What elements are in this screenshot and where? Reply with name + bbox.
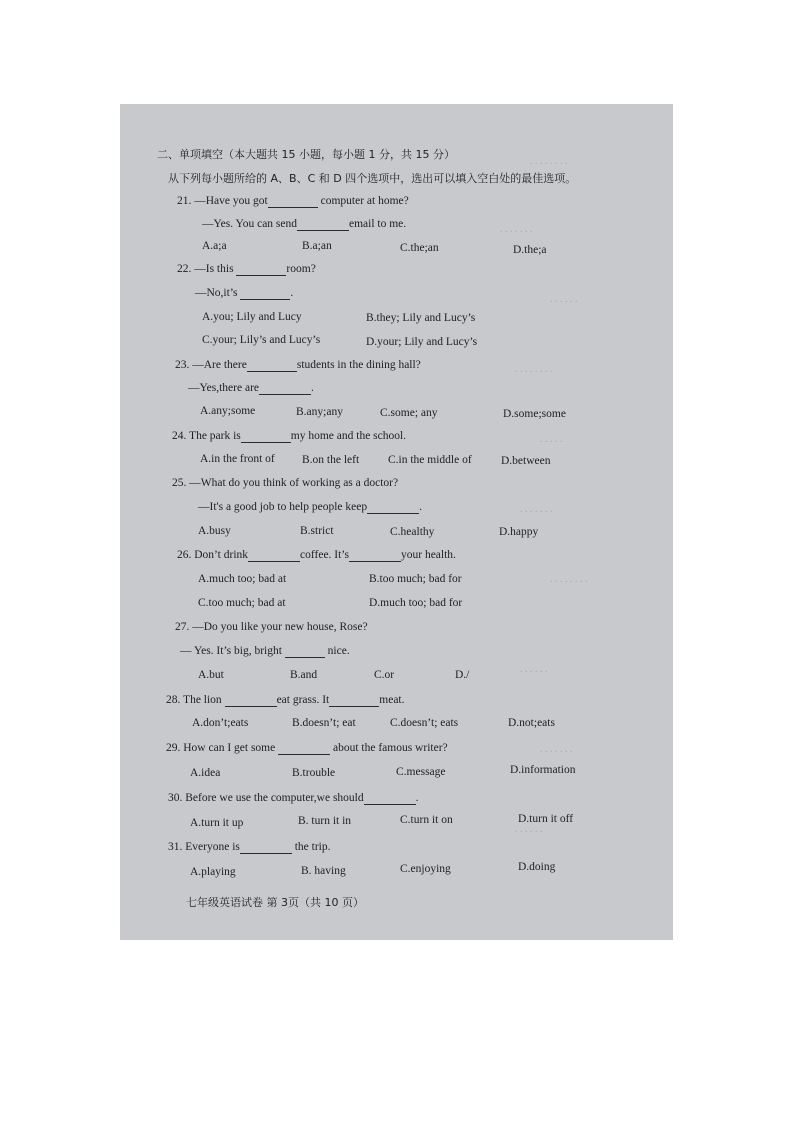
option-c: C.message <box>396 766 446 778</box>
answer-blank <box>248 550 300 562</box>
question-22-line-2 <box>195 286 293 300</box>
question-text: coffee. It’s <box>300 549 349 561</box>
option-a: A.don’t;eats <box>192 717 249 729</box>
option-d: D.your; Lily and Lucy’s <box>366 336 478 348</box>
option-d: D.turn it off <box>518 813 574 825</box>
question-text: —Yes. You can send <box>202 218 297 230</box>
question-text: my home and the school. <box>290 430 407 442</box>
answer-blank <box>240 288 290 300</box>
question-21-line-2 <box>202 217 406 231</box>
question-text: your health. <box>401 549 456 561</box>
option-a: A.any;some <box>200 405 256 417</box>
option-d: D.much too; bad for <box>369 597 463 609</box>
question-text: nice. <box>327 645 350 657</box>
option-b: B.too much; bad for <box>369 573 462 585</box>
question-text: about the famous writer? <box>332 742 448 754</box>
option-c: C.your; Lily’s and Lucy’s <box>202 334 321 346</box>
question-text: . <box>419 501 422 513</box>
option-a: A.you; Lily and Lucy <box>202 311 302 323</box>
answer-blank <box>329 695 379 707</box>
answer-blank <box>241 431 291 443</box>
question-text: students in the dining hall? <box>296 359 421 371</box>
question-text: eat grass. It <box>276 694 330 706</box>
answer-blank <box>278 743 330 755</box>
question-29 <box>166 741 448 755</box>
question-text: 26. Don’t drink <box>177 549 249 561</box>
answer-blank <box>268 196 318 208</box>
question-text: —No,it’s <box>195 287 238 299</box>
page-footer: 七年级英语试卷 第 3页（共 10 页） <box>186 896 364 909</box>
option-b: B. having <box>301 865 346 877</box>
option-a: A.but <box>198 669 224 681</box>
answer-blank <box>236 264 286 276</box>
question-27: 27. —Do you like your new house, Rose? <box>175 621 368 633</box>
question-text: 23. —Are there <box>175 359 247 371</box>
option-a: A.idea <box>190 767 221 779</box>
option-b: B.on the left <box>302 454 360 466</box>
option-d: D.between <box>501 455 551 467</box>
option-c: C.turn it on <box>400 814 453 826</box>
option-b: B.trouble <box>292 767 336 779</box>
option-d: D.information <box>510 764 576 776</box>
question-25: 25. —What do you think of working as a doctor? <box>172 477 399 489</box>
question-text: —Yes,there are <box>188 382 260 394</box>
question-text: . <box>290 287 294 299</box>
option-a: A.a;a <box>202 240 227 252</box>
option-a: A.much too; bad at <box>198 573 287 585</box>
option-a: A.playing <box>190 866 236 878</box>
option-c: C.healthy <box>390 526 435 538</box>
question-30 <box>168 791 419 805</box>
question-text: 24. The park is <box>172 430 241 442</box>
option-b: B.and <box>290 669 318 681</box>
option-b: B.doesn’t; eat <box>292 717 356 729</box>
option-d: D.not;eats <box>508 717 555 729</box>
answer-blank <box>349 550 401 562</box>
question-text: computer at home? <box>320 195 409 207</box>
answer-blank <box>297 219 349 231</box>
option-a: A.busy <box>198 525 231 537</box>
question-text: 21. —Have you got <box>177 195 268 207</box>
section-title: 二、单项填空（本大题共 15 小题，每小题 1 分，共 15 分） <box>157 148 455 161</box>
question-text: the trip. <box>294 841 331 853</box>
option-d: D.doing <box>518 861 556 873</box>
option-b: B. turn it in <box>298 815 352 827</box>
question-text: . <box>311 382 314 394</box>
option-b: B.they; Lily and Lucy’s <box>366 312 476 324</box>
question-28 <box>166 693 405 707</box>
option-b: B.a;an <box>302 240 332 252</box>
question-text: 31. Everyone is <box>168 841 240 853</box>
question-24 <box>172 429 406 443</box>
question-text: —It's a good job to help people keep <box>198 501 368 513</box>
option-c: C.in the middle of <box>388 454 472 466</box>
question-22 <box>177 262 316 276</box>
question-21 <box>177 194 409 208</box>
option-c: C.too much; bad at <box>198 597 286 609</box>
option-d: D.some;some <box>503 408 566 420</box>
option-b: B.strict <box>300 525 334 537</box>
answer-blank <box>240 842 292 854</box>
question-text: room? <box>286 263 316 275</box>
question-text: 28. The lion <box>166 694 222 706</box>
question-text: 22. —Is this <box>177 263 234 275</box>
option-a: A.turn it up <box>190 817 244 829</box>
exam-page-photo: . . . . . . . . . . . . . . . . . . . . . . . . . . . . . . . . . . . . . . . . . . . . . . . . . . . . . . . . . . . . . . . . . . . . 二、单项填空（本大题共 15 小题，每小题 1 分，共 15 分） 从下列每小题所给的 A、B、C 和 D 四个选项中，选出可以填入空白处的最佳选项。 21. —Have you got computer at home? —Yes. You can send email to me. A.a;a B.a;an C.the;an D.the;a 22. —Is this room? —No,it’s . A.you; Lily and Lucy B.they; Lily and Lucy’s C.your; Lily’s and Lucy’s D.your; Lily and Lucy’s 23. —Are there students in the dining hall? —Yes,there are . A.any;some B.any;any C.some; any D.some;some 24. The park is my home and the school. A.in the front of B.on the left C.in the middle of D.between 25. —What do you think of working as a doctor? —It's a good job to help people keep . A.busy B.strict C.healthy D.happy 26. Don’t drink coffee. It’s your health. A.much too; bad at B.too much; bad for C.too much; bad at D.much too; bad for 27. —Do you like your new house, Rose? — Yes. It’s big, bright nice. A.but B.and C.or D./ 28. The lion eat grass. It meat. A.don’t;eats B.doesn’t; eat C.doesn’t; eats D.not;eats 29. How can I get some about the famous writer? A.idea B.trouble C.message D.information 30. Before we use the computer,we should . A.turn it up B. turn it in C.turn it on D.turn it off 31. Everyone is the trip. A.playing B. having C.enjoying D.doing 七年级英语试卷 第 3页（共 10 页） <box>120 104 673 940</box>
option-c: C.doesn’t; eats <box>390 717 459 729</box>
question-27-line-2 <box>180 644 350 658</box>
option-c: C.enjoying <box>400 863 451 875</box>
question-26 <box>177 548 456 562</box>
option-d: D.the;a <box>513 244 547 256</box>
answer-blank <box>247 360 297 372</box>
question-31 <box>168 840 331 854</box>
option-a: A.in the front of <box>200 453 275 465</box>
question-text: 30. Before we use the computer,we should <box>168 792 364 804</box>
question-23-line-2 <box>188 381 314 395</box>
section-instruction: 从下列每小题所给的 A、B、C 和 D 四个选项中，选出可以填入空白处的最佳选项。 <box>168 172 577 185</box>
answer-blank <box>225 695 277 707</box>
question-23 <box>175 358 421 372</box>
question-text: meat. <box>379 694 405 706</box>
option-b: B.any;any <box>296 406 343 418</box>
question-text: — Yes. It’s big, bright <box>180 645 282 657</box>
option-d: D./ <box>455 669 470 681</box>
question-text: . <box>415 792 419 804</box>
option-c: C.the;an <box>400 242 439 254</box>
answer-blank <box>285 646 325 658</box>
question-text: email to me. <box>349 218 407 230</box>
answer-blank <box>259 383 311 395</box>
answer-blank <box>367 502 419 514</box>
option-c: C.or <box>374 669 395 681</box>
option-d: D.happy <box>499 526 539 538</box>
question-text: 29. How can I get some <box>166 742 276 754</box>
question-25-line-2 <box>198 500 422 514</box>
answer-blank <box>364 793 416 805</box>
option-c: C.some; any <box>380 407 438 419</box>
